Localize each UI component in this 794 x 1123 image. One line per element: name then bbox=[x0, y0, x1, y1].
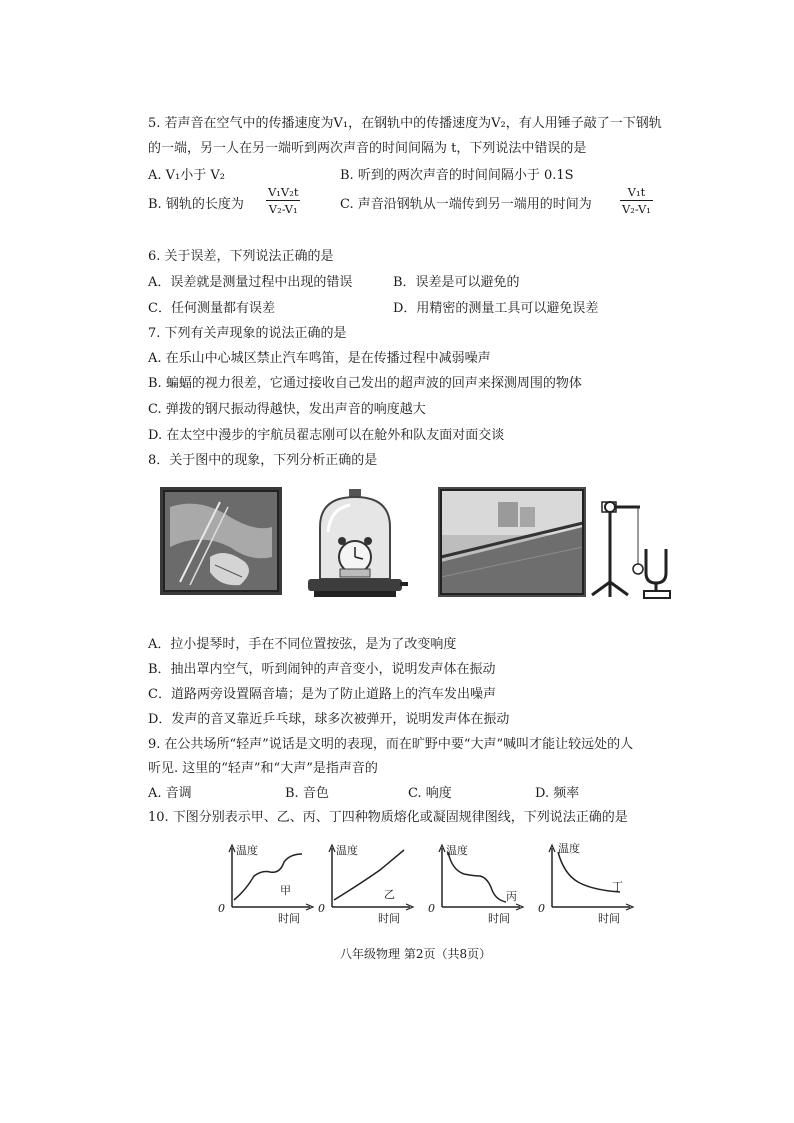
curve-bing bbox=[448, 852, 506, 902]
q7-option-d: D. 在太空中漫步的宇航员翟志刚可以在舱外和队友面对面交谈 bbox=[148, 428, 505, 443]
curve-ding bbox=[558, 852, 620, 892]
q6-option-d: D．用精密的测量工具可以避免误差 bbox=[393, 301, 599, 316]
q9-stem-line2: 听见. 这里的“轻声”和“大声”是指声音的 bbox=[148, 761, 378, 776]
graph-xlabel: 时间 bbox=[598, 912, 620, 925]
q6-option-c: C．任何测量都有误差 bbox=[148, 301, 275, 316]
curve-jia bbox=[234, 854, 302, 900]
q5-option-c-fraction bbox=[266, 184, 300, 217]
q8-stem: 8．关于图中的现象，下列分析正确的是 bbox=[148, 453, 378, 468]
graph-origin: 0 bbox=[538, 902, 545, 915]
bell-jar-alarm-clock bbox=[300, 487, 410, 602]
q5-option-b: B. 听到的两次声音的时间间隔小于 0.1S bbox=[340, 168, 574, 183]
graph-ylabel: 温度 bbox=[446, 844, 468, 857]
q7-option-b: B. 蝙蝠的视力很差，它通过接收自己发出的超声波的回声来探测周围的物体 bbox=[148, 376, 582, 391]
q5-option-c: B. 钢轨的长度为 bbox=[148, 197, 244, 212]
q10-stem: 10. 下图分别表示甲、乙、丙、丁四种物质熔化或凝固规律图线，下列说法正确的是 bbox=[148, 810, 628, 825]
fraction-numerator: V₁V₂t bbox=[268, 185, 299, 199]
graph-ylabel: 温度 bbox=[336, 844, 358, 857]
q9-option-d: D. 频率 bbox=[535, 786, 580, 801]
violin-photo bbox=[160, 487, 282, 595]
graph-origin: 0 bbox=[218, 902, 225, 915]
q8-option-d: D．发声的音叉靠近乒乓球，球多次被弹开，说明发声体在振动 bbox=[148, 712, 510, 727]
q8-option-c: C．道路两旁设置隔音墙；是为了防止道路上的汽车发出噪声 bbox=[148, 687, 496, 702]
graph-name: 乙 bbox=[384, 888, 395, 901]
fraction-denominator: V₂-V₁ bbox=[622, 202, 651, 216]
graph-jia bbox=[218, 842, 320, 925]
q8-option-a: A．拉小提琴时，手在不同位置按弦，是为了改变响度 bbox=[148, 637, 457, 652]
page-footer: 八年级物理 第2页（共8页） bbox=[340, 947, 492, 961]
q9-stem-line1: 9. 在公共场所“轻声”说话是文明的表现，而在旷野中要“大声”喊叫才能让较远处的人 bbox=[148, 737, 634, 752]
q7-option-a: A. 在乐山中心城区禁止汽车鸣笛，是在传播过程中减弱噪声 bbox=[148, 351, 491, 366]
q6-option-b: B．误差是可以避免的 bbox=[393, 275, 520, 290]
graph-xlabel: 时间 bbox=[488, 912, 510, 925]
graph-ylabel: 温度 bbox=[236, 844, 258, 857]
q5-stem-line1: 5. 若声音在空气中的传播速度为V₁，在钢轨中的传播速度为V₂，有人用锤子敲了一下钢轨 bbox=[148, 116, 662, 131]
graph-origin: 0 bbox=[318, 902, 325, 915]
q5-option-a: A. V₁小于 V₂ bbox=[148, 168, 225, 183]
graph-ding bbox=[538, 842, 640, 925]
q5-option-d-fraction bbox=[620, 184, 653, 217]
q9-option-c: C. 响度 bbox=[408, 786, 452, 801]
fraction-denominator: V₂-V₁ bbox=[268, 202, 298, 216]
graph-bing bbox=[428, 842, 530, 925]
q5-stem-line2: 的一端，另一人在另一端听到两次声音的时间间隔为 t，下列说法中错误的是 bbox=[148, 141, 587, 156]
graph-name: 甲 bbox=[280, 884, 291, 897]
q6-option-a: A．误差就是测量过程中出现的错误 bbox=[148, 275, 353, 290]
graph-name: 丁 bbox=[612, 880, 623, 893]
q6-stem: 6. 关于误差，下列说法正确的是 bbox=[148, 249, 334, 264]
q7-stem: 7. 下列有关声现象的说法正确的是 bbox=[148, 326, 347, 341]
q5-option-d: C. 声音沿钢轨从一端传到另一端用的时间为 bbox=[340, 197, 592, 212]
graph-xlabel: 时间 bbox=[278, 912, 300, 925]
sound-barrier-wall-photo bbox=[438, 487, 586, 597]
q9-option-b: B. 音色 bbox=[285, 786, 329, 801]
graph-yi bbox=[318, 842, 420, 925]
q9-option-a: A. 音调 bbox=[148, 786, 192, 801]
fraction-numerator: V₁t bbox=[620, 184, 653, 201]
graph-origin: 0 bbox=[428, 902, 435, 915]
graph-name: 丙 bbox=[506, 890, 517, 903]
q7-option-c: C. 弹拨的钢尺振动得越快，发出声音的响度越大 bbox=[148, 402, 426, 417]
q8-option-b: B．抽出罩内空气，听到闹钟的声音变小，说明发声体在振动 bbox=[148, 662, 496, 677]
graph-xlabel: 时间 bbox=[378, 912, 400, 925]
graph-ylabel: 温度 bbox=[558, 842, 580, 855]
tuning-fork-ping-pong-apparatus bbox=[588, 487, 680, 602]
